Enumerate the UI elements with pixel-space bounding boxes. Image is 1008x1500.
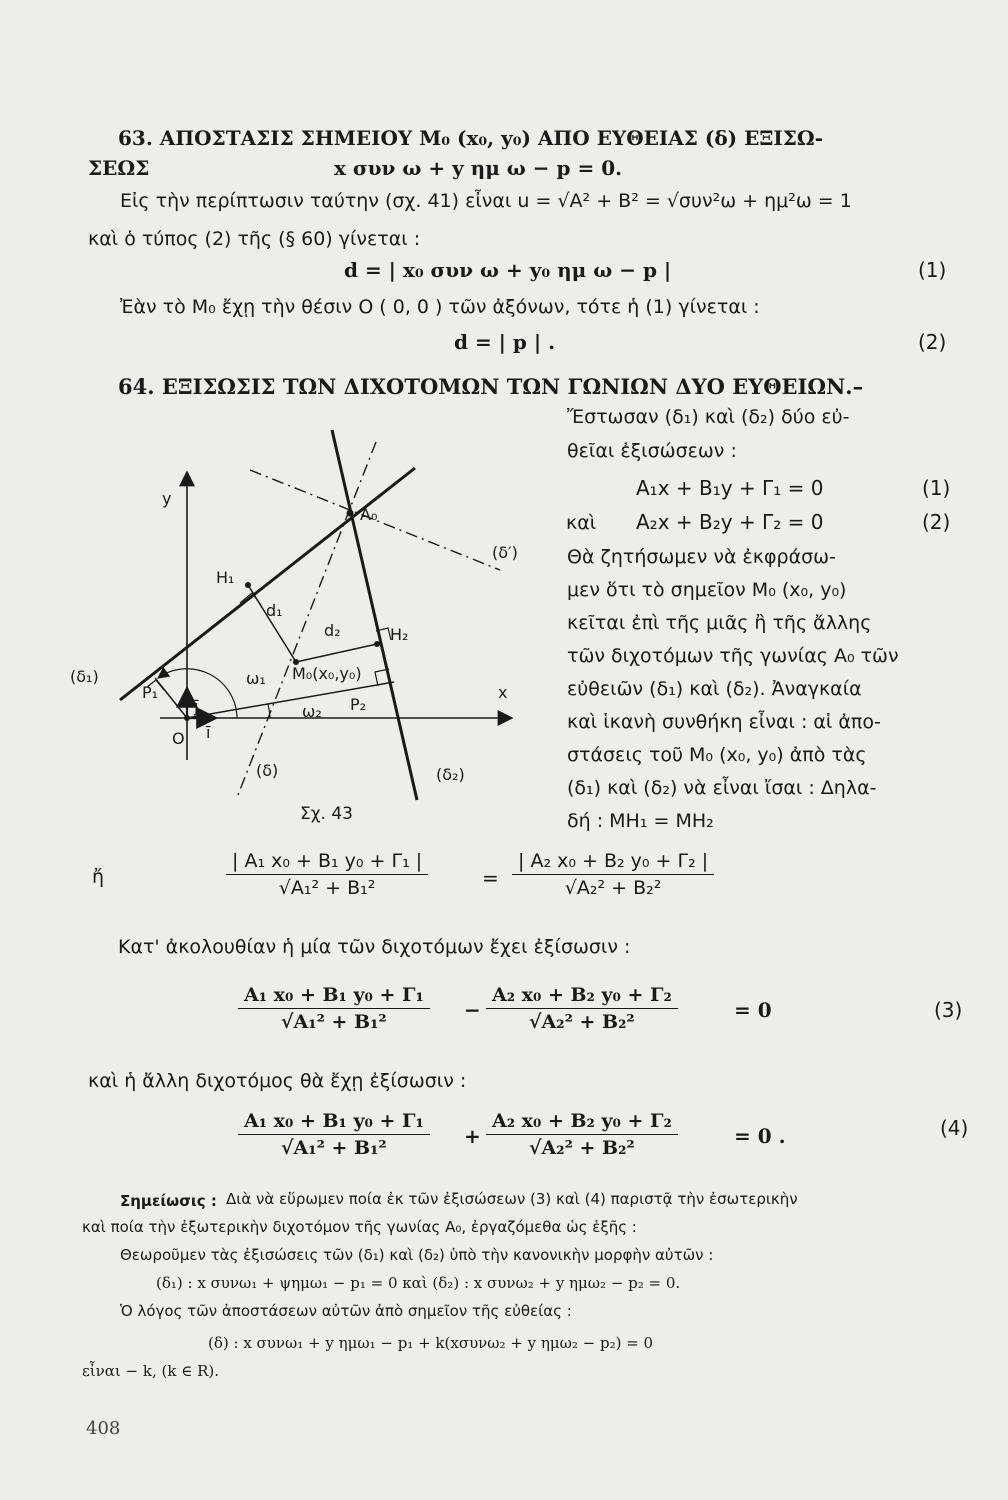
fraction-left: [226, 850, 428, 899]
eq4-fraction-2: [486, 1110, 678, 1159]
paragraph-line: Εἰς τὴν περίπτωσιν ταύτην (σχ. 41) εἶναι u = √A² + B² = √συν²ω + ημ²ω = 1: [120, 190, 852, 212]
column-text-line: εὐθειῶν (δ₁) καὶ (δ₂). Ἀναγκαία: [567, 678, 862, 700]
label-w2: ω₂: [302, 702, 322, 721]
denominator: √A₂² + B₂²: [564, 877, 662, 899]
fraction-right: [512, 850, 714, 899]
label-h1: H₁: [216, 568, 235, 587]
eq3-fraction-1: [238, 984, 430, 1033]
note-line: Ὁ λόγος τῶν ἀποστάσεων αὐτῶν ἀπὸ σημεῖον τῆς εὐθείας :: [120, 1302, 572, 1320]
operator: −: [464, 998, 481, 1022]
column-text-line: τῶν διχοτόμων τῆς γωνίας A₀ τῶν: [567, 645, 899, 667]
label-h2: H₂: [390, 625, 409, 644]
column-text-line: δή : MH₁ = MH₂: [567, 810, 714, 832]
section-63-equation: x συν ω + y ημ ω − p = 0.: [334, 156, 623, 180]
column-text-line: Ἔστωσαν (δ₁) καὶ (δ₂) δύο εὐ-: [567, 406, 850, 428]
equals-sign: =: [482, 866, 499, 890]
label-delta-prime: (δ′): [492, 543, 518, 562]
equation-number: (4): [940, 1116, 969, 1140]
numerator: A₁ x₀ + B₁ y₀ + Γ₁: [238, 1110, 430, 1135]
note-line: (δ₁) : x συνω₁ + ψημω₁ − p₁ = 0 καὶ (δ₂) : x συνω₂ + y ημω₂ − p₂ = 0.: [156, 1274, 681, 1292]
note-line: Θεωροῦμεν τὰς ἐξισώσεις τῶν (δ₁) καὶ (δ₂) ὑπὸ τὴν κανονικὴν μορφὴν αὐτῶν :: [120, 1246, 714, 1264]
equation-number: (1): [918, 258, 947, 282]
conjunction: καὶ: [566, 512, 597, 534]
label-p1: P₁: [142, 683, 159, 702]
eq3-fraction-2: [486, 984, 678, 1033]
column-text-line: κεῖται ἐπὶ τῆς μιᾶς ἢ τῆς ἄλλης: [567, 612, 872, 634]
label-w1: ω₁: [246, 669, 266, 688]
eq4-tail: = 0 .: [734, 1124, 786, 1148]
column-text-line: μεν ὅτι τὸ σημεῖον M₀ (x₀, y₀): [567, 579, 847, 601]
column-text-line: θεῖαι ἐξισώσεων :: [567, 440, 737, 462]
denominator: √A₁² + B₁²: [278, 877, 376, 899]
note-line: εἶναι − k, (k ∈ R).: [82, 1362, 220, 1380]
eq4-fraction-1: [238, 1110, 430, 1159]
label-p2: P₂: [350, 695, 367, 714]
origin-point: [184, 715, 190, 721]
perpendicular-d2: [296, 644, 377, 662]
page-number: 408: [86, 1418, 121, 1439]
operator: +: [464, 1124, 481, 1148]
paragraph-line: Κατ' ἀκολουθίαν ἡ μία τῶν διχοτόμων ἔχει ἐξίσωσιν :: [118, 936, 631, 958]
label-y: y: [162, 489, 172, 508]
note-line: καὶ ποία τὴν ἐξωτερικὴν διχοτόμον τῆς γωνίας A₀, ἐργαζόμεθα ὡς ἑξῆς :: [82, 1218, 637, 1236]
figure-caption: Σχ. 43: [300, 804, 354, 824]
numerator: | A₂ x₀ + B₂ y₀ + Γ₂ |: [512, 850, 714, 875]
note-line: (δ) : x συνω₁ + y ημω₁ − p₁ + k(xσυνω₂ + y ημω₂ − p₂) = 0: [208, 1334, 654, 1352]
label-m0: M₀(x₀,y₀): [292, 664, 362, 683]
label-x: x: [498, 683, 508, 702]
line-delta-2: [332, 430, 417, 800]
numerator: | A₁ x₀ + B₁ y₀ + Γ₁ |: [226, 850, 428, 875]
section-64-heading: 64. ΕΞΙΣΩΣΙΣ ΤΩΝ ΔΙΧΟΤΟΜΩΝ ΤΩΝ ΓΩΝΙΩΝ ΔΥΟ ΕΥΘΕΙΩΝ.–: [118, 374, 864, 399]
note-label: Σημείωσις :: [120, 1192, 217, 1210]
label-delta-1: (δ₁): [70, 667, 99, 686]
line-delta-bisector: [238, 442, 376, 795]
equation-number: (3): [934, 998, 963, 1022]
section-63-heading: 63. ΑΠΟΣΤΑΣΙΣ ΣΗΜΕΙΟΥ M₀ (x₀, y₀) ΑΠΟ ΕΥΘΕΙΑΣ (δ) ΕΞΙΣΩ-: [118, 126, 823, 150]
label-delta: (δ): [256, 761, 279, 780]
figure-43: [60, 420, 530, 840]
paragraph-line: καὶ ὁ τύπος (2) τῆς (§ 60) γίνεται :: [88, 228, 421, 250]
equation-d1: A₁x + B₁y + Γ₁ = 0: [636, 476, 824, 500]
denominator: √A₂² + B₂²: [529, 1011, 635, 1033]
point-h1: [245, 582, 251, 588]
column-text-line: καὶ ἱκανὴ συνθήκη εἶναι : αἱ ἀπο-: [567, 711, 881, 733]
note-line: Διὰ νὰ εὕρωμεν ποία ἐκ τῶν ἐξισώσεων (3) καὶ (4) παριστᾷ τὴν ἐσωτερικὴν: [226, 1190, 798, 1208]
numerator: A₁ x₀ + B₁ y₀ + Γ₁: [238, 984, 430, 1009]
equation-2: d = | p | .: [454, 330, 556, 354]
equation-number: (1): [922, 476, 951, 500]
point-h2: [374, 641, 380, 647]
column-text-line: Θὰ ζητήσωμεν νὰ ἐκφράσω-: [567, 546, 836, 568]
label-d1: d₁: [266, 601, 283, 620]
label-d2: d₂: [324, 621, 341, 640]
label-i: ī: [206, 723, 211, 742]
paragraph-line: καὶ ἡ ἄλλη διχοτόμος θὰ ἔχῃ ἐξίσωσιν :: [88, 1070, 467, 1092]
denominator: √A₁² + B₁²: [281, 1137, 387, 1159]
denominator: √A₂² + B₂²: [529, 1137, 635, 1159]
label-a0: A₀: [360, 505, 378, 524]
conjunction: ἤ: [92, 866, 105, 888]
column-text-line: (δ₁) καὶ (δ₂) νὰ εἶναι ἴσαι : Δηλα-: [567, 777, 877, 799]
equation-d2: A₂x + B₂y + Γ₂ = 0: [636, 510, 824, 534]
equation-number: (2): [922, 510, 951, 534]
label-j: j̄: [194, 697, 199, 716]
numerator: A₂ x₀ + B₂ y₀ + Γ₂: [486, 984, 678, 1009]
numerator: A₂ x₀ + B₂ y₀ + Γ₂: [486, 1110, 678, 1135]
paragraph-line: Ἐὰν τὸ M₀ ἔχῃ τὴν θέσιν Ο ( 0, 0 ) τῶν ἀξόνων, τότε ἡ (1) γίνεται :: [120, 296, 760, 318]
label-o: O: [172, 729, 185, 748]
equation-1: d = | x₀ συν ω + y₀ ημ ω − p |: [344, 258, 672, 282]
equation-number: (2): [918, 330, 947, 354]
label-delta-2: (δ₂): [436, 765, 465, 784]
eq3-tail: = 0: [734, 998, 772, 1022]
point-a0: [347, 510, 354, 517]
denominator: √A₁² + B₁²: [281, 1011, 387, 1033]
section-63-heading-cont: ΣΕΩΣ: [88, 156, 150, 180]
column-text-line: στάσεις τοῦ M₀ (x₀, y₀) ἀπὸ τὰς: [567, 744, 867, 766]
